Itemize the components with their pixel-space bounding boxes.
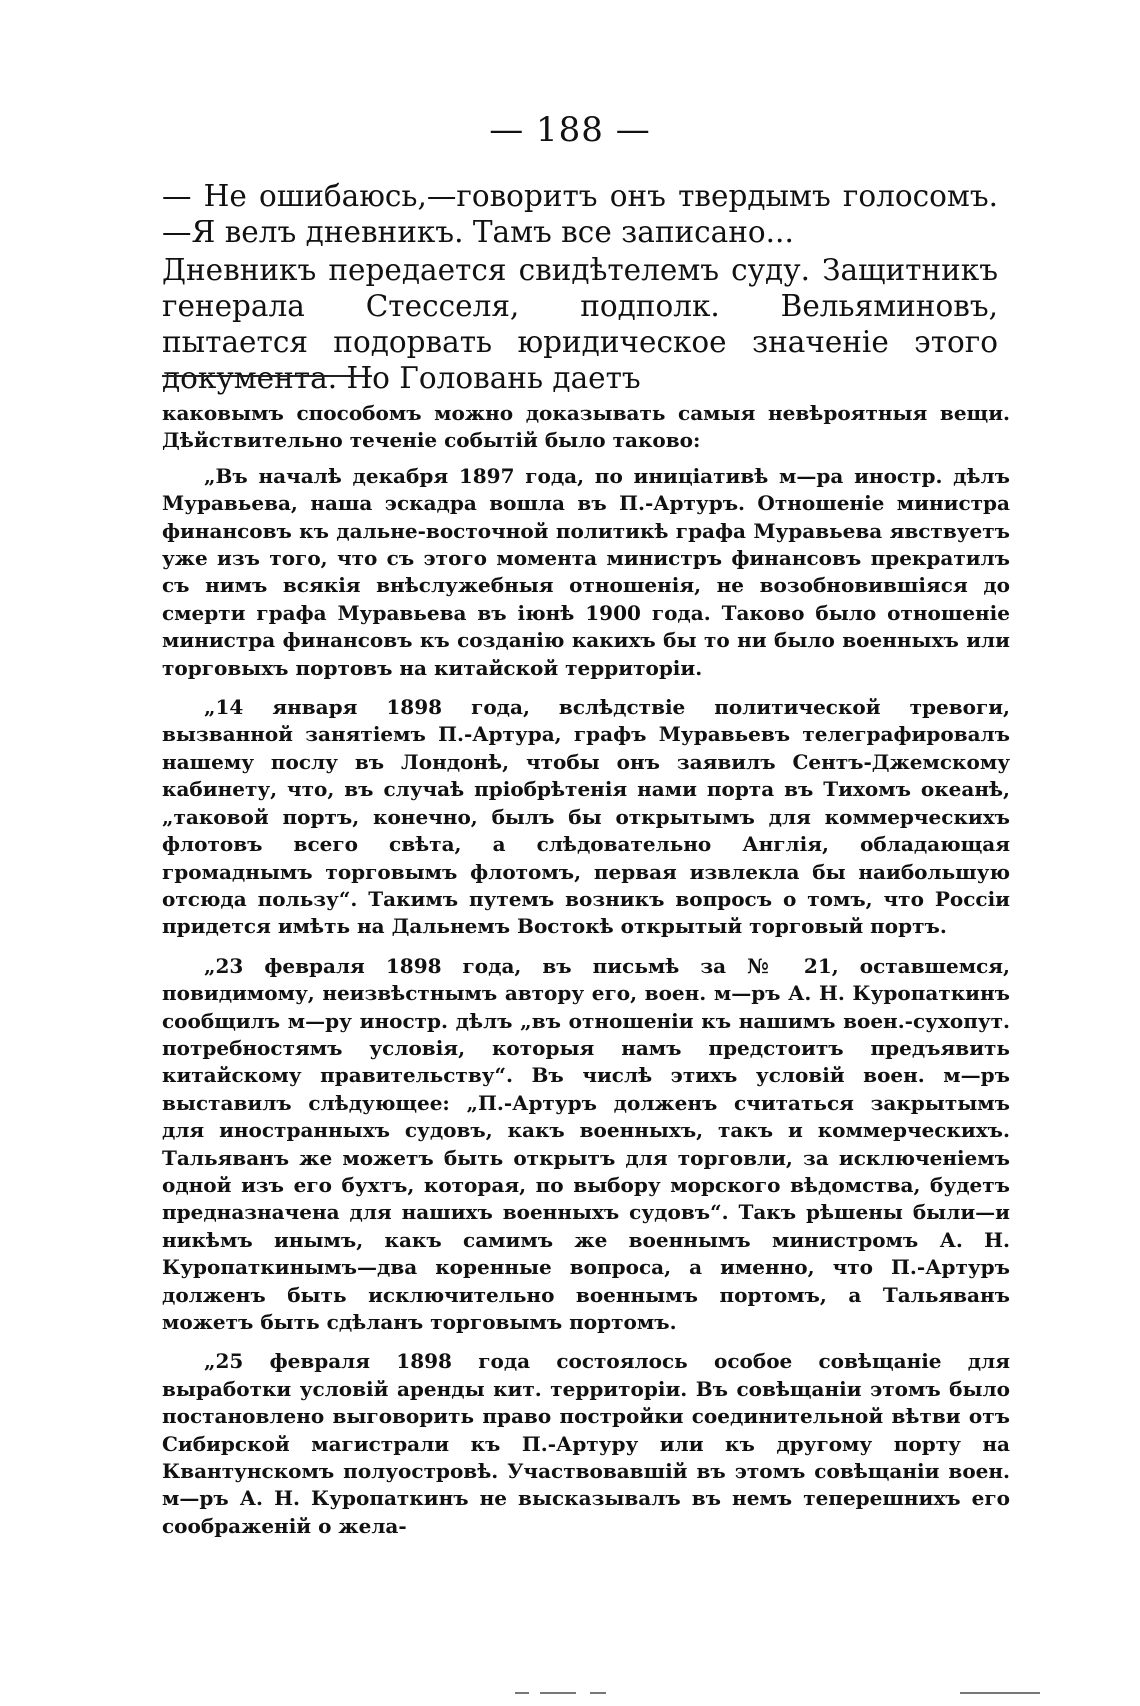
main-paragraph-2: Дневникъ передается свидѣтелемъ суду. Защитникъ генерала Стесселя, подполк. Вельяминовъ, пытается подорвать юридическое значеніе этого документа. Но Головань даетъ (162, 253, 998, 395)
main-text (162, 178, 998, 396)
scan-mark (960, 1692, 1040, 1694)
scan-mark (515, 1692, 529, 1694)
footnote-paragraph-4: „25 февраля 1898 года состоялось особое совѣщаніе для выработки условій аренды кит. территоріи. Въ совѣщаніи этомъ было постановлено выговорить право постройки соединительной вѣтви отъ Сибирской магистрали къ П.-Артуру или къ другому порту на Квантунскомъ полуостровѣ. Участвовавшій въ этомъ совѣщаніи воен. м—ръ А. Н. Куропаткинъ не высказывалъ въ немъ теперешнихъ его соображеній о жела- (162, 1349, 1010, 1538)
footnote-paragraph-3: „23 февраля 1898 года, въ письмѣ за № 21, оставшемся, повидимому, неизвѣстнымъ автору его, воен. м—ръ А. Н. Куропаткинъ сообщилъ м—ру иностр. дѣлъ „въ отношеніи къ нашимъ воен.-сухопут. потребностямъ условія, которыя намъ предстоитъ предъявить китайскому правительству“. Въ числѣ этихъ условій воен. м—ръ выставилъ слѣдующее: „П.-Артуръ долженъ считаться закрытымъ для иностранныхъ судовъ, какъ военныхъ, такъ и коммерческихъ. Тальяванъ же можетъ быть открытъ для торговли, за исключеніемъ одной изъ его бухтъ, которая, по выбору морского вѣдомства, будетъ предназначена для нашихъ военныхъ судовъ“. Такъ рѣшены были—и никѣмъ инымъ, какъ самимъ же военнымъ министромъ А. Н. Куропаткинымъ—два коренные вопроса, а именно, что П.-Артуръ долженъ быть исключительно военнымъ портомъ, а Тальяванъ можетъ быть сдѣланъ торговымъ портомъ. (162, 953, 1010, 1334)
main-paragraph-1: — Не ошибаюсь,—говоритъ онъ твердымъ голосомъ.—Я велъ дневникъ. Тамъ все записано... (162, 179, 998, 249)
footnote-separator-rule (162, 375, 372, 377)
footnote-block (162, 400, 1010, 1540)
page-number: — 188 — (489, 110, 651, 150)
scan-mark (540, 1692, 576, 1694)
scan-mark (590, 1692, 606, 1694)
footnote-paragraph-1: „Въ началѣ декабря 1897 года, по иниціативѣ м—ра иностр. дѣлъ Муравьева, наша эскадра вошла въ П.-Артуръ. Отношеніе министра финансовъ къ дальне-восточной политикѣ графа Муравьева явствуетъ уже изъ того, что съ этого момента министръ финансовъ прекратилъ съ нимъ всякія внѣслужебныя отношенія, не возобновившіяся до смерти графа Муравьева въ іюнѣ 1900 года. Таково было отношеніе министра финансовъ къ созданію какихъ бы то ни было военныхъ или торговыхъ портовъ на китайской территоріи. (162, 463, 1010, 680)
footnote-paragraph-2: „14 января 1898 года, вслѣдствіе политической тревоги, вызванной занятіемъ П.-Артура, графъ Муравьевъ телеграфировалъ нашему послу въ Лондонѣ, чтобы онъ заявилъ Сентъ-Джемскому кабинету, что, въ случаѣ пріобрѣтенія нами порта въ Тихомъ океанѣ, „таковой портъ, конечно, былъ бы открытымъ для коммерческихъ флотовъ всего свѣта, а слѣдовательно Англія, обладающая громаднымъ торговымъ флотомъ, первая извлекла бы наибольшую отсюда пользу“. Такимъ путемъ возникъ вопросъ о томъ, что Россіи придется имѣть на Дальнемъ Востокѣ открытый торговый портъ. (162, 695, 1010, 939)
scan-edge-marks (0, 1692, 1140, 1700)
footnote-continuation: каковымъ способомъ можно доказывать самыя невѣроятныя вещи. Дѣйствительно теченіе событій было таково: (162, 401, 1010, 453)
